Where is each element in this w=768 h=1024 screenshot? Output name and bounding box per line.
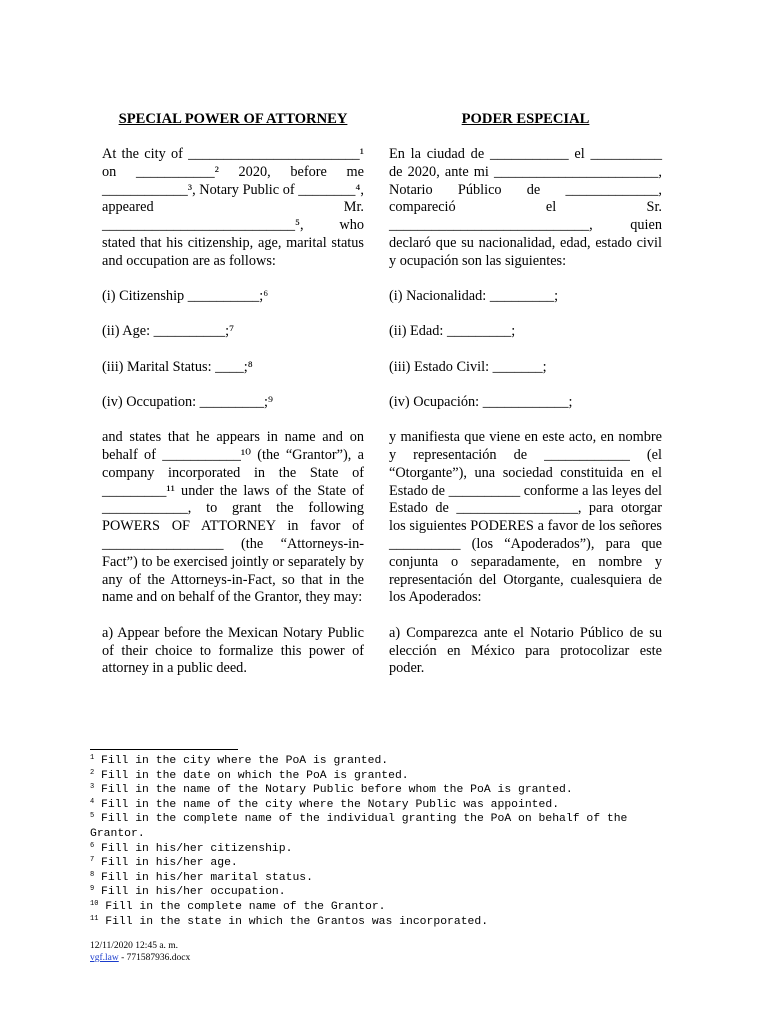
footnote-number: 2 [90, 768, 95, 777]
english-paragraph-item-a: a) Appear before the Mexican Notary Public of their choice to formalize this power of attorney in a public deed. [102, 624, 364, 677]
spanish-paragraph-ocupacion: (iv) Ocupación: ____________; [389, 393, 573, 410]
footnote [90, 842, 660, 857]
footnote [90, 783, 660, 798]
spanish-paragraph-nacionalidad: (i) Nacionalidad: _________; [389, 288, 559, 305]
footnote-number: 1 [90, 754, 95, 762]
footnotes [90, 754, 660, 929]
spanish-paragraph-item-a: a) Comparezca ante el Notario Público de su elección en México para protocolizar este poder. [389, 624, 662, 677]
footnote-text: Fill in the complete name of the Grantor. [105, 900, 386, 913]
spanish-paragraph-grant: y manifiesta que viene en este acto, en nombre y representación de ____________ (el “Otorgante”), una sociedad constituida en el Estado de __________ conforme a las leyes del Estado de _________________, para otorgar los siguientes PODERES a favor de los señores __________ (los “Apoderados”), para que conjunta o separadamente, en nombre y representación del Otorgante, cualesquiera de los Apoderados: [389, 429, 662, 606]
footnote-text: Fill in the state in which the Grantos was incorporated. [105, 915, 489, 928]
spanish-paragraph-estado-civil: (iii) Estado Civil: _______; [389, 358, 547, 375]
spanish-paragraph-edad: (ii) Edad: _________; [389, 323, 516, 340]
footnote-text: Fill in the name of the city where the Notary Public was appointed. [101, 798, 560, 811]
footnote-number: 11 [90, 914, 99, 923]
footnote-text: Fill in the date on which the PoA is granted. [101, 769, 409, 782]
footer-link[interactable]: vgf.law [90, 953, 119, 963]
english-title: SPECIAL POWER OF ATTORNEY [118, 111, 348, 127]
footer-file-ref: - 771587936.docx [118, 953, 191, 963]
footnote-text: Fill in his/her occupation. [101, 886, 286, 899]
english-paragraph-age: (ii) Age: __________;⁷ [102, 323, 235, 340]
footnote-text: Fill in his/her marital status. [101, 871, 313, 884]
footnote-number: 10 [90, 899, 99, 908]
footnote-number: 9 [90, 885, 95, 894]
footnote-number: 8 [90, 870, 95, 879]
footnote-separator [90, 749, 238, 750]
footnote-number: 3 [90, 783, 95, 792]
english-paragraph-occupation: (iv) Occupation: _________;⁹ [102, 393, 273, 410]
footnote [90, 812, 660, 841]
footnote-number: 4 [90, 797, 95, 806]
footer-timestamp: 12/11/2020 12:45 a. m. [90, 941, 179, 951]
footnote [90, 754, 660, 769]
spanish-paragraph-intro: En la ciudad de ___________ el __________ de 2020, ante mi _______________________, Notario Público de _____________, compareció el Sr. ____________________________, quien declaró que su nacionalidad, edad, estado civil y ocupación son las siguientes: [389, 146, 662, 269]
document-footer [90, 940, 190, 964]
footnote-text: Fill in his/her age. [101, 857, 238, 870]
footnote [90, 871, 660, 886]
english-paragraph-citizenship: (i) Citizenship __________;⁶ [102, 288, 269, 305]
footnote [90, 769, 660, 784]
footnote [90, 915, 660, 930]
footnote-number: 6 [90, 841, 95, 850]
spanish-title: PODER ESPECIAL [461, 111, 590, 127]
footnote [90, 856, 660, 871]
english-paragraph-intro: At the city of ________________________¹ on ___________² 2020, before me ____________³, Notary Public of ________⁴, appeared Mr. ___________________________⁵, who stated that his citizenship, age, marital status and occupation are as follows: [102, 146, 364, 269]
footnote-number: 7 [90, 856, 95, 865]
footnote-number: 5 [90, 812, 95, 821]
footnote-text: Fill in the complete name of the individual granting the PoA on behalf of the Grantor. [90, 813, 635, 840]
english-paragraph-grant: and states that he appears in name and on behalf of ___________¹⁰ (the “Grantor”), a company incorporated in the State of _________¹¹ under the laws of the State of ____________, to grant the following POWERS OF ATTORNEY in favor of _________________ (the “Attorneys-in-Fact”) to be exercised jointly or separately by any of the Attorneys-in-Fact, so that in the name and on behalf of the Grantor, they may: [102, 429, 364, 606]
spanish-column [389, 110, 662, 696]
footnote [90, 885, 660, 900]
footnote-text: Fill in the name of the Notary Public before whom the PoA is granted. [101, 784, 573, 797]
footer-file-line [90, 952, 190, 964]
footnote [90, 798, 660, 813]
footnote-text: Fill in the city where the PoA is granted. [101, 755, 389, 767]
english-paragraph-marital-status: (iii) Marital Status: ____;⁸ [102, 358, 253, 375]
footnote [90, 900, 660, 915]
footnote-text: Fill in his/her citizenship. [101, 842, 293, 855]
english-column [102, 110, 364, 696]
